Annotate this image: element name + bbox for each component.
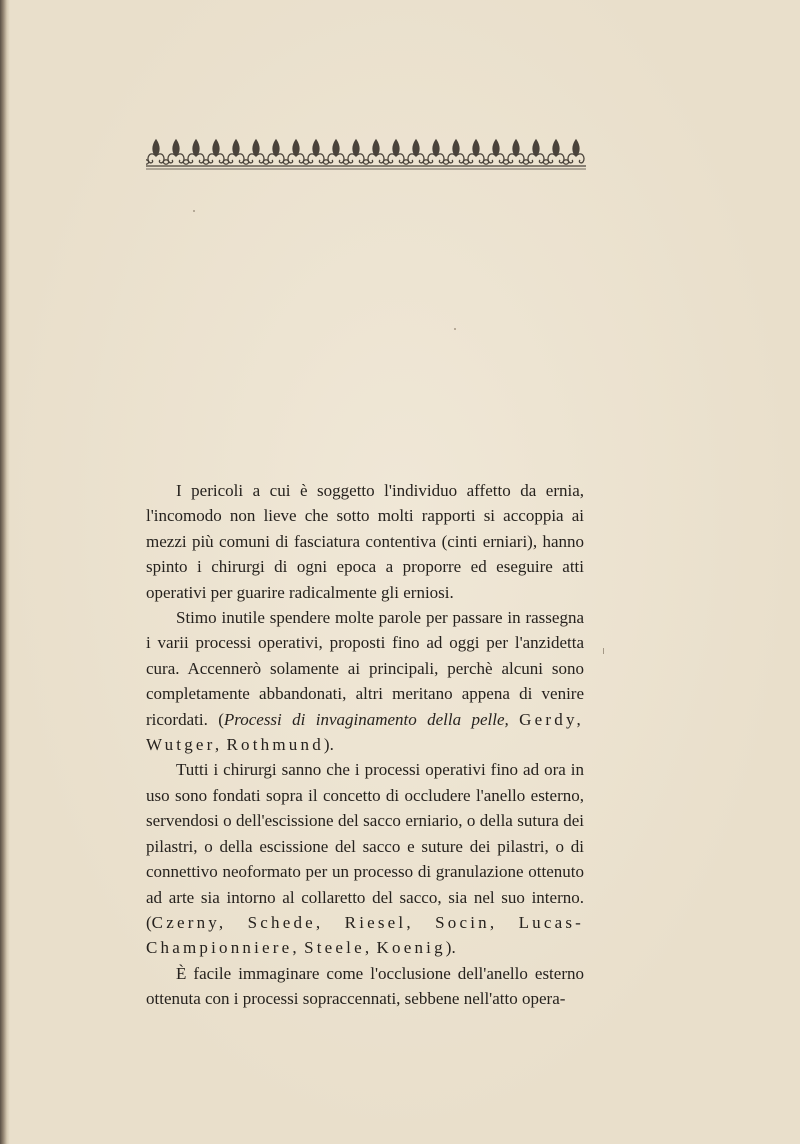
ornament-flourish: [503, 140, 524, 164]
ornament-flourish: [383, 140, 404, 164]
ornament-flourish: [223, 140, 244, 164]
author-name: Rothmund: [226, 735, 324, 755]
author-name: Socin,: [435, 912, 498, 932]
author-name: Gerdy,: [519, 709, 584, 729]
author-name: Lucas-Championniere,: [146, 912, 585, 958]
paper-speck: [454, 328, 456, 330]
ornament-flourish: [243, 140, 264, 164]
ornament-flourish: [443, 140, 464, 164]
author-name: Czerny,: [151, 912, 227, 932]
page-binding-edge: [0, 0, 10, 1144]
ornament-flourish: [283, 140, 304, 164]
body-text: [146, 478, 584, 1012]
paragraph-4: È facile immaginare come l'occlusione dell'anello esterno ottenuta con i processi sopraccennati, sebbene nell'atto opera-: [146, 963, 584, 1009]
ornament-flourish: [323, 140, 344, 164]
paragraph-3-text: Tutti i chirurgi sanno che i processi operativi fino ad ora in uso sono fondati sopra il concetto di occludere l'anello esterno, servendosi o dell'escissione del sacco erniario, o della sutura dei pilastri, o della escissione del sacco e suture dei pilastri, o di connettivo neoformato per un processo di granulazione ottenuto ad arte sia intorno al collaretto del sacco, sia nel suo interno. (: [146, 760, 584, 932]
paragraph-1: I pericoli a cui è soggetto l'individuo affetto da ernia, l'incomodo non lieve che sotto molti rapporti si accoppia ai mezzi più comuni di fasciatura contentiva (cinti erniari), hanno spinto i chirurgi di ogni epoca a proporre ed eseguire atti operativi per guarire radicalmente gli erniosi.: [146, 481, 584, 602]
ornament-flourish: [403, 140, 424, 164]
ornament-flourish: [303, 140, 324, 164]
ornament-flourish: [563, 140, 584, 164]
ornament-flourish: [183, 140, 204, 164]
paragraph-3-tail: ).: [445, 938, 456, 958]
ornament-flourish: [483, 140, 504, 164]
paragraph-2: [146, 605, 584, 757]
paragraph-3: [146, 757, 584, 960]
paper-speck: [603, 648, 604, 654]
ornament-flourish: [363, 140, 384, 164]
ornament-flourish: [543, 140, 564, 164]
paragraph-2-italic: Processi di invaginamento della pelle,: [223, 709, 509, 729]
author-name: Koenig: [376, 938, 446, 958]
ornament-flourish: [146, 140, 164, 164]
paragraph-2-tail: ).: [323, 735, 334, 755]
decorative-headpiece: [146, 136, 586, 172]
ornament-flourish: [263, 140, 284, 164]
paper-speck: [193, 210, 195, 212]
ornament-flourish: [163, 140, 184, 164]
ornament-flourish: [463, 140, 484, 164]
paragraph-2-text: Stimo inutile spendere molte parole per passare in rassegna i varii processi operativi, proposti fino ad oggi per l'anzidetta cura. Accennerò solamente ai principali, perchè alcuni sono completamente abbandonati, altri meritano appena di venire ricordati. (: [146, 608, 584, 729]
ornament-flourish: [343, 140, 364, 164]
ornament-flourish: [203, 140, 224, 164]
ornament-flourish: [423, 140, 444, 164]
author-name: Steele,: [304, 938, 373, 958]
ornament-flourish: [523, 140, 544, 164]
author-name: Schede,: [247, 912, 324, 932]
author-name: Wutger,: [146, 735, 223, 755]
author-name: Riesel,: [344, 912, 414, 932]
